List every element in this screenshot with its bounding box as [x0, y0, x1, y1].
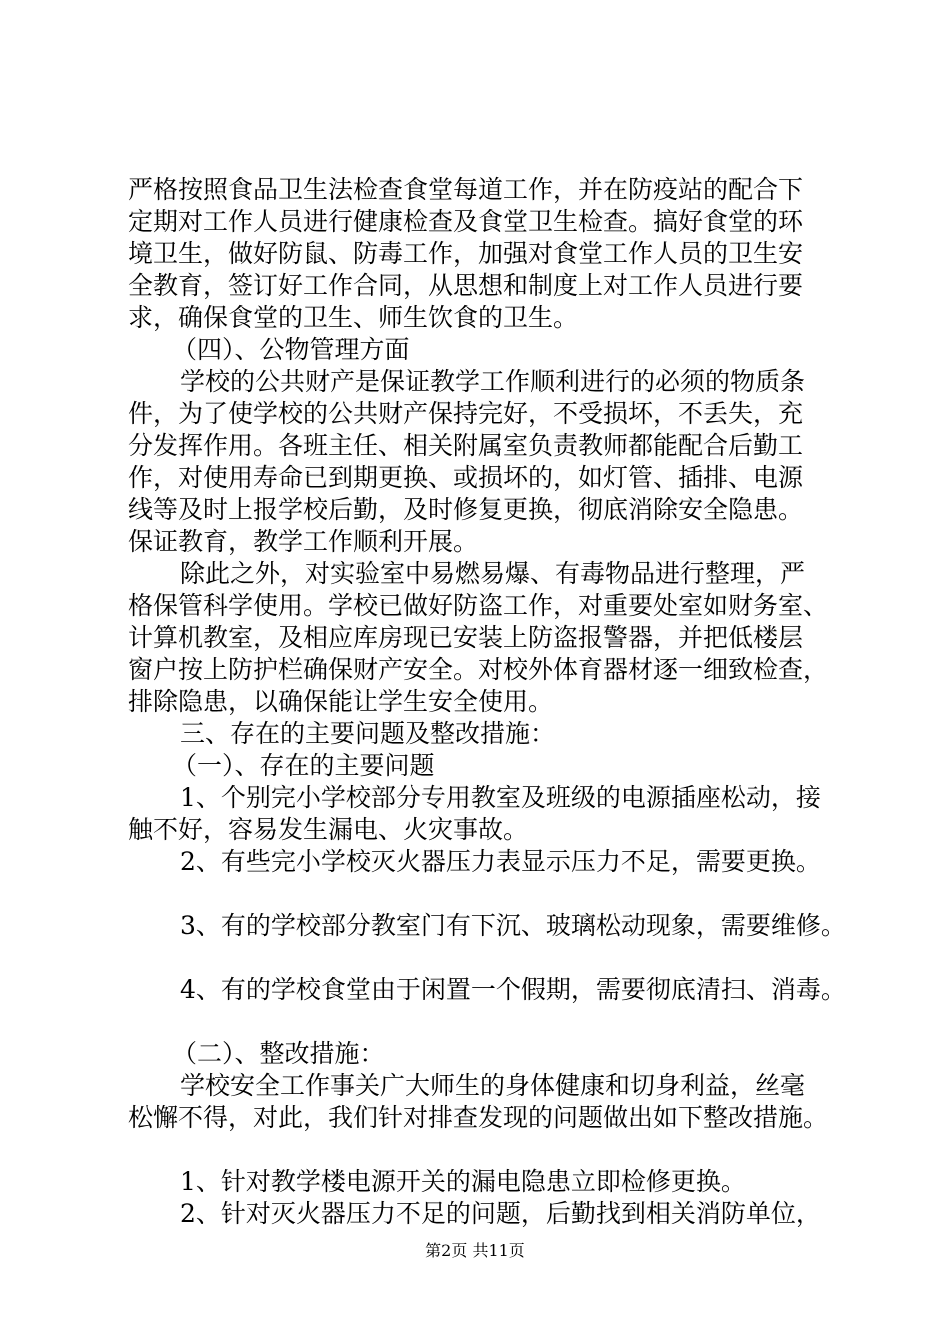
text-line: 分发挥作用。各班主任、相关附属室负责教师都能配合后勤工: [128, 431, 804, 460]
page-number-footer: 第2页 共11页: [425, 1241, 525, 1260]
section-heading: 三、存在的主要问题及整改措施：: [180, 719, 556, 748]
text-line: 严格按照食品卫生法检查食堂每道工作，并在防疫站的配合下: [128, 175, 804, 204]
text-line: 松懈不得，对此，我们针对排查发现的问题做出如下整改措施。: [128, 1103, 829, 1132]
text-line: 定期对工作人员进行健康检查及食堂卫生检查。搞好食堂的环: [128, 207, 804, 236]
text-line: 件，为了使学校的公共财产保持完好，不受损坏，不丢失，充: [128, 399, 804, 428]
text-line: 求，确保食堂的卫生、师生饮食的卫生。: [128, 303, 579, 332]
list-item: 2、针对灭火器压力不足的问题，后勤找到相关消防单位，: [180, 1199, 821, 1228]
list-item: 1、个别完小学校部分专用教室及班级的电源插座松动，接: [180, 783, 821, 812]
list-item: 3、有的学校部分教室门有下沉、玻璃松动现象，需要维修。: [180, 911, 846, 940]
list-item: 1、针对教学楼电源开关的漏电隐患立即检修更换。: [180, 1167, 746, 1196]
text-line: 排除隐患，以确保能让学生安全使用。: [128, 687, 554, 716]
text-line: 学校的公共财产是保证教学工作顺利进行的必须的物质条: [180, 367, 806, 396]
text-line: 全教育，签订好工作合同，从思想和制度上对工作人员进行要: [128, 271, 804, 300]
list-item: 2、有些完小学校灭火器压力表显示压力不足，需要更换。: [180, 847, 821, 876]
text-line: 作，对使用寿命已到期更换、或损坏的，如灯管、插排、电源: [128, 463, 804, 492]
text-line: 触不好，容易发生漏电、火灾事故。: [128, 815, 529, 844]
section-heading: （二）、整改措施：: [172, 1039, 385, 1068]
text-line: 境卫生，做好防鼠、防毒工作，加强对食堂工作人员的卫生安: [128, 239, 804, 268]
text-line: 除此之外，对实验室中易燃易爆、有毒物品进行整理，严: [180, 559, 806, 588]
text-line: 线等及时上报学校后勤，及时修复更换，彻底消除安全隐患。: [128, 495, 804, 524]
section-heading: （四）、公物管理方面: [172, 335, 410, 364]
section-heading: （一）、存在的主要问题: [172, 751, 435, 780]
text-line: 计算机教室，及相应库房现已安装上防盗报警器，并把低楼层: [128, 623, 804, 652]
text-line: 保证教育，教学工作顺利开展。: [128, 527, 479, 556]
text-line: 学校安全工作事关广大师生的身体健康和切身利益，丝毫: [180, 1071, 806, 1100]
list-item: 4、有的学校食堂由于闲置一个假期，需要彻底清扫、消毒。: [180, 975, 846, 1004]
text-line: 格保管科学使用。学校已做好防盗工作，对重要处室如财务室、: [128, 591, 829, 620]
text-line: 窗户按上防护栏确保财产安全。对校外体育器材逐一细致检查，: [128, 655, 829, 684]
